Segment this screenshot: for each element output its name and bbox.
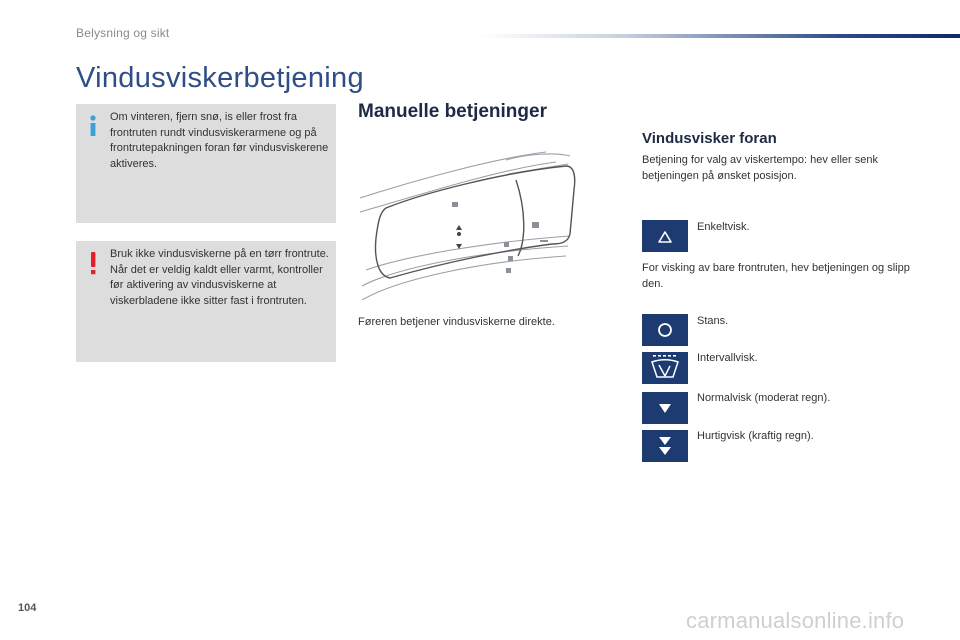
fast-wipe-label: Hurtigvisk (kraftig regn).: [697, 430, 814, 442]
illustration-caption: Føreren betjener vindusviskerne direkte.: [358, 316, 555, 328]
section-label: Belysning og sikt: [76, 26, 170, 40]
single-wipe-icon: [642, 220, 688, 252]
wiper-stalk-illustration: [356, 150, 606, 300]
single-wipe-tip: For visking av bare frontruten, hev betjeningen og slipp den.: [642, 262, 910, 290]
info-note-text: Om vinteren, fjern snø, is eller frost fra frontruten rundt vindusviskerarmene og på frontrutepakningen foran før vindusviskerene aktiveres.: [110, 111, 329, 170]
normal-wipe-label: Normalvisk (moderat regn).: [697, 392, 831, 404]
header-rule: [480, 34, 960, 38]
page-title: Vindusviskerbetjening: [76, 62, 364, 94]
stop-label: Stans.: [697, 315, 729, 327]
watermark: carmanualsonline.info: [686, 608, 905, 633]
intermittent-wipe-label: Intervallvisk.: [697, 352, 758, 364]
fast-wipe-icon: [642, 430, 688, 462]
exclamation-icon: [86, 251, 100, 275]
normal-wipe-icon: [642, 392, 688, 424]
warning-note: [76, 241, 336, 362]
single-wipe-label: Enkeltvisk.: [697, 221, 750, 233]
info-icon: [86, 114, 100, 138]
intermittent-wipe-icon: [642, 352, 688, 384]
warning-note-text: Bruk ikke vindusviskerne på en tørr frontrute. Når det er veldig kaldt eller varmt, kontroller før aktivering av vindusviskerne at viskerbladene ikke sitter fast i frontruten.: [110, 248, 329, 307]
info-note: [76, 104, 336, 223]
stop-icon: [642, 314, 688, 346]
front-wiper-intro: Betjening for valg av viskertempo: hev eller senk betjeningen på ønsket posisjon.: [642, 154, 879, 182]
manual-controls-title: Manuelle betjeninger: [358, 101, 547, 122]
page-number: 104: [18, 602, 37, 614]
front-wiper-title: Vindusvisker foran: [642, 130, 777, 147]
